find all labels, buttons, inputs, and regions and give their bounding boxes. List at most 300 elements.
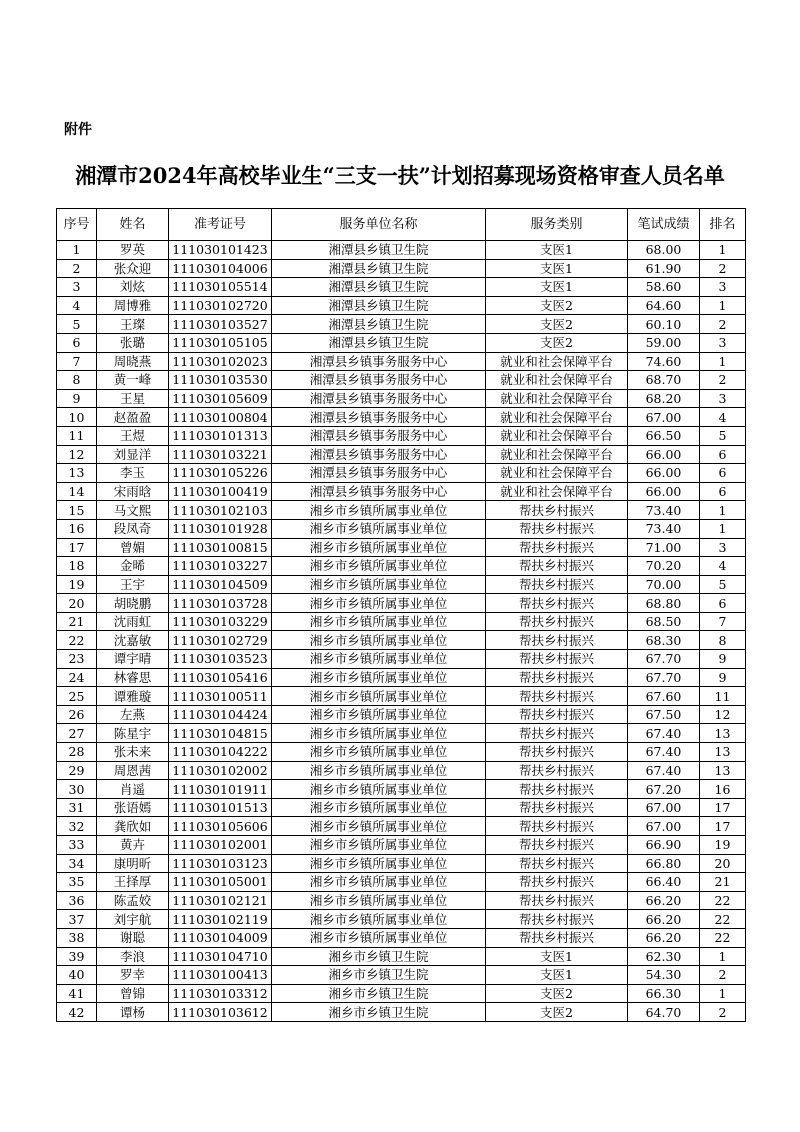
cell-score: 67.20	[628, 780, 700, 799]
table-row	[57, 259, 746, 278]
cell-rank: 1	[700, 241, 746, 260]
cell-service-unit: 湘乡市乡镇卫生院	[272, 947, 486, 966]
cell-service-type: 帮扶乡村振兴	[486, 501, 628, 520]
cell-score: 71.00	[628, 538, 700, 557]
cell-service-unit: 湘乡市乡镇所属事业单位	[272, 891, 486, 910]
cell-service-type: 帮扶乡村振兴	[486, 594, 628, 613]
cell-rank: 2	[700, 259, 746, 278]
cell-name: 龚欣如	[97, 817, 169, 836]
cell-name: 马文熙	[97, 501, 169, 520]
cell-rank: 7	[700, 612, 746, 631]
cell-score: 68.80	[628, 594, 700, 613]
table-row	[57, 1003, 746, 1022]
cell-rank: 8	[700, 631, 746, 650]
table-row	[57, 296, 746, 315]
cell-seq: 16	[57, 519, 97, 538]
cell-service-unit: 湘乡市乡镇所属事业单位	[272, 836, 486, 855]
cell-service-unit: 湘乡市乡镇所属事业单位	[272, 873, 486, 892]
cell-exam-id: 111030102001	[169, 836, 272, 855]
cell-name: 王星	[97, 389, 169, 408]
table-row	[57, 315, 746, 334]
cell-seq: 2	[57, 259, 97, 278]
column-header-service-type: 服务类别	[486, 209, 628, 241]
cell-exam-id: 111030103728	[169, 594, 272, 613]
table-row	[57, 557, 746, 576]
cell-service-unit: 湘乡市乡镇所属事业单位	[272, 557, 486, 576]
cell-rank: 3	[700, 278, 746, 297]
cell-exam-id: 111030103229	[169, 612, 272, 631]
cell-service-type: 就业和社会保障平台	[486, 482, 628, 501]
cell-seq: 7	[57, 352, 97, 371]
cell-score: 74.60	[628, 352, 700, 371]
cell-service-type: 支医2	[486, 984, 628, 1003]
cell-rank: 2	[700, 371, 746, 390]
cell-score: 66.20	[628, 910, 700, 929]
cell-name: 金晞	[97, 557, 169, 576]
cell-exam-id: 111030103221	[169, 445, 272, 464]
cell-service-unit: 湘乡市乡镇所属事业单位	[272, 817, 486, 836]
column-header-name: 姓名	[97, 209, 169, 241]
cell-seq: 20	[57, 594, 97, 613]
cell-service-type: 帮扶乡村振兴	[486, 798, 628, 817]
cell-rank: 20	[700, 854, 746, 873]
cell-name: 李浪	[97, 947, 169, 966]
cell-rank: 22	[700, 891, 746, 910]
cell-service-type: 帮扶乡村振兴	[486, 817, 628, 836]
cell-name: 陈孟姣	[97, 891, 169, 910]
cell-rank: 1	[700, 519, 746, 538]
table-row	[57, 278, 746, 297]
cell-service-type: 支医1	[486, 278, 628, 297]
cell-seq: 35	[57, 873, 97, 892]
table-row	[57, 352, 746, 371]
cell-name: 肖遥	[97, 780, 169, 799]
table-row	[57, 631, 746, 650]
cell-exam-id: 111030103612	[169, 1003, 272, 1022]
cell-exam-id: 111030104006	[169, 259, 272, 278]
cell-name: 段凤奇	[97, 519, 169, 538]
cell-name: 刘显洋	[97, 445, 169, 464]
cell-name: 刘炫	[97, 278, 169, 297]
cell-score: 66.00	[628, 482, 700, 501]
cell-seq: 41	[57, 984, 97, 1003]
cell-name: 张众迎	[97, 259, 169, 278]
cell-service-unit: 湘乡市乡镇所属事业单位	[272, 612, 486, 631]
cell-rank: 6	[700, 445, 746, 464]
cell-name: 王煜	[97, 426, 169, 445]
cell-name: 张璐	[97, 333, 169, 352]
cell-score: 67.40	[628, 743, 700, 762]
cell-seq: 29	[57, 761, 97, 780]
cell-seq: 37	[57, 910, 97, 929]
cell-score: 66.00	[628, 464, 700, 483]
cell-service-unit: 湘乡市乡镇所属事业单位	[272, 687, 486, 706]
cell-score: 68.00	[628, 241, 700, 260]
cell-name: 曾媚	[97, 538, 169, 557]
cell-service-unit: 湘潭县乡镇事务服务中心	[272, 389, 486, 408]
cell-service-type: 帮扶乡村振兴	[486, 910, 628, 929]
cell-rank: 9	[700, 650, 746, 669]
table-header-row	[57, 209, 746, 241]
cell-service-type: 帮扶乡村振兴	[486, 928, 628, 947]
cell-service-unit: 湘乡市乡镇所属事业单位	[272, 519, 486, 538]
cell-service-unit: 湘潭县乡镇卫生院	[272, 333, 486, 352]
cell-exam-id: 111030100511	[169, 687, 272, 706]
table-row	[57, 947, 746, 966]
cell-service-unit: 湘潭县乡镇卫生院	[272, 259, 486, 278]
cell-service-unit: 湘乡市乡镇卫生院	[272, 966, 486, 985]
table-row	[57, 408, 746, 427]
cell-service-type: 帮扶乡村振兴	[486, 836, 628, 855]
cell-score: 66.30	[628, 984, 700, 1003]
cell-rank: 2	[700, 1003, 746, 1022]
cell-service-type: 帮扶乡村振兴	[486, 612, 628, 631]
cell-exam-id: 111030104710	[169, 947, 272, 966]
cell-score: 66.00	[628, 445, 700, 464]
cell-name: 刘宇航	[97, 910, 169, 929]
table-row	[57, 650, 746, 669]
cell-rank: 6	[700, 464, 746, 483]
table-row	[57, 854, 746, 873]
cell-service-unit: 湘乡市乡镇所属事业单位	[272, 575, 486, 594]
cell-name: 黄一峰	[97, 371, 169, 390]
cell-service-unit: 湘潭县乡镇卫生院	[272, 278, 486, 297]
cell-exam-id: 111030102002	[169, 761, 272, 780]
table-row	[57, 389, 746, 408]
cell-name: 宋雨晗	[97, 482, 169, 501]
cell-score: 70.00	[628, 575, 700, 594]
cell-score: 54.30	[628, 966, 700, 985]
cell-seq: 8	[57, 371, 97, 390]
cell-seq: 33	[57, 836, 97, 855]
cell-rank: 4	[700, 557, 746, 576]
cell-service-unit: 湘乡市乡镇所属事业单位	[272, 798, 486, 817]
cell-seq: 11	[57, 426, 97, 445]
cell-service-unit: 湘潭县乡镇事务服务中心	[272, 445, 486, 464]
cell-exam-id: 111030105609	[169, 389, 272, 408]
table-row	[57, 891, 746, 910]
cell-seq: 10	[57, 408, 97, 427]
table-row	[57, 594, 746, 613]
table-row	[57, 724, 746, 743]
cell-name: 谭雅璇	[97, 687, 169, 706]
cell-rank: 13	[700, 724, 746, 743]
cell-score: 58.60	[628, 278, 700, 297]
cell-service-type: 支医2	[486, 1003, 628, 1022]
cell-exam-id: 111030105514	[169, 278, 272, 297]
cell-seq: 38	[57, 928, 97, 947]
cell-name: 谢聪	[97, 928, 169, 947]
cell-exam-id: 111030102121	[169, 891, 272, 910]
cell-service-type: 支医1	[486, 241, 628, 260]
cell-service-type: 就业和社会保障平台	[486, 352, 628, 371]
cell-name: 周恩茜	[97, 761, 169, 780]
cell-seq: 36	[57, 891, 97, 910]
cell-exam-id: 111030101313	[169, 426, 272, 445]
cell-exam-id: 111030105001	[169, 873, 272, 892]
cell-score: 66.20	[628, 928, 700, 947]
cell-service-unit: 湘潭县乡镇卫生院	[272, 315, 486, 334]
table-row	[57, 984, 746, 1003]
cell-exam-id: 111030100815	[169, 538, 272, 557]
table-row	[57, 910, 746, 929]
cell-rank: 3	[700, 333, 746, 352]
cell-seq: 3	[57, 278, 97, 297]
cell-service-unit: 湘潭县乡镇事务服务中心	[272, 482, 486, 501]
cell-score: 59.00	[628, 333, 700, 352]
cell-service-type: 帮扶乡村振兴	[486, 538, 628, 557]
cell-service-type: 帮扶乡村振兴	[486, 743, 628, 762]
cell-rank: 1	[700, 947, 746, 966]
cell-service-type: 就业和社会保障平台	[486, 464, 628, 483]
table-row	[57, 817, 746, 836]
cell-rank: 1	[700, 296, 746, 315]
cell-rank: 12	[700, 705, 746, 724]
table-body	[57, 241, 746, 1022]
table-row	[57, 966, 746, 985]
cell-service-unit: 湘潭县乡镇卫生院	[272, 241, 486, 260]
cell-exam-id: 111030100419	[169, 482, 272, 501]
column-header-seq: 序号	[57, 209, 97, 241]
attachment-label: 附件	[64, 122, 92, 138]
table-row	[57, 705, 746, 724]
cell-rank: 5	[700, 575, 746, 594]
table-row	[57, 575, 746, 594]
cell-name: 张语嫣	[97, 798, 169, 817]
cell-score: 73.40	[628, 519, 700, 538]
cell-seq: 12	[57, 445, 97, 464]
cell-service-type: 支医1	[486, 259, 628, 278]
cell-rank: 1	[700, 352, 746, 371]
cell-service-type: 就业和社会保障平台	[486, 445, 628, 464]
cell-seq: 31	[57, 798, 97, 817]
cell-rank: 3	[700, 389, 746, 408]
cell-service-unit: 湘乡市乡镇所属事业单位	[272, 910, 486, 929]
cell-exam-id: 111030102103	[169, 501, 272, 520]
column-header-exam-id: 准考证号	[169, 209, 272, 241]
cell-service-type: 就业和社会保障平台	[486, 426, 628, 445]
cell-seq: 30	[57, 780, 97, 799]
cell-score: 67.40	[628, 761, 700, 780]
cell-service-unit: 湘乡市乡镇所属事业单位	[272, 761, 486, 780]
cell-service-unit: 湘乡市乡镇所属事业单位	[272, 928, 486, 947]
cell-exam-id: 111030103227	[169, 557, 272, 576]
cell-rank: 17	[700, 817, 746, 836]
cell-name: 罗幸	[97, 966, 169, 985]
cell-rank: 1	[700, 501, 746, 520]
cell-rank: 22	[700, 928, 746, 947]
table-row	[57, 519, 746, 538]
cell-exam-id: 111030105105	[169, 333, 272, 352]
cell-seq: 4	[57, 296, 97, 315]
cell-seq: 23	[57, 650, 97, 669]
cell-service-type: 帮扶乡村振兴	[486, 854, 628, 873]
table-row	[57, 761, 746, 780]
cell-seq: 26	[57, 705, 97, 724]
cell-score: 73.40	[628, 501, 700, 520]
cell-seq: 22	[57, 631, 97, 650]
cell-service-unit: 湘乡市乡镇所属事业单位	[272, 724, 486, 743]
cell-service-type: 帮扶乡村振兴	[486, 705, 628, 724]
cell-name: 李玉	[97, 464, 169, 483]
table-row	[57, 426, 746, 445]
cell-service-type: 帮扶乡村振兴	[486, 668, 628, 687]
cell-service-type: 帮扶乡村振兴	[486, 873, 628, 892]
cell-exam-id: 111030104509	[169, 575, 272, 594]
cell-service-type: 帮扶乡村振兴	[486, 631, 628, 650]
cell-score: 68.20	[628, 389, 700, 408]
cell-seq: 9	[57, 389, 97, 408]
cell-exam-id: 111030101513	[169, 798, 272, 817]
cell-service-type: 帮扶乡村振兴	[486, 687, 628, 706]
cell-name: 谭宇晴	[97, 650, 169, 669]
cell-service-unit: 湘乡市乡镇卫生院	[272, 984, 486, 1003]
table-row	[57, 928, 746, 947]
column-header-service-unit: 服务单位名称	[272, 209, 486, 241]
cell-service-unit: 湘乡市乡镇所属事业单位	[272, 501, 486, 520]
cell-service-unit: 湘乡市乡镇所属事业单位	[272, 594, 486, 613]
cell-service-type: 支医2	[486, 315, 628, 334]
cell-score: 67.40	[628, 724, 700, 743]
cell-seq: 18	[57, 557, 97, 576]
document-title: 湘潭市2024年高校毕业生“三支一扶”计划招募现场资格审查人员名单	[75, 163, 725, 188]
cell-exam-id: 111030103523	[169, 650, 272, 669]
table-row	[57, 333, 746, 352]
cell-rank: 4	[700, 408, 746, 427]
cell-score: 66.50	[628, 426, 700, 445]
table-row	[57, 241, 746, 260]
cell-exam-id: 111030103123	[169, 854, 272, 873]
cell-service-unit: 湘乡市乡镇卫生院	[272, 1003, 486, 1022]
cell-name: 陈星宇	[97, 724, 169, 743]
cell-rank: 19	[700, 836, 746, 855]
cell-service-type: 支医2	[486, 333, 628, 352]
cell-service-type: 支医1	[486, 947, 628, 966]
cell-score: 67.00	[628, 408, 700, 427]
cell-name: 黄卉	[97, 836, 169, 855]
table-row	[57, 687, 746, 706]
cell-exam-id: 111030102720	[169, 296, 272, 315]
cell-name: 沈雨虹	[97, 612, 169, 631]
cell-rank: 3	[700, 538, 746, 557]
cell-service-unit: 湘乡市乡镇所属事业单位	[272, 538, 486, 557]
cell-score: 68.70	[628, 371, 700, 390]
cell-rank: 13	[700, 743, 746, 762]
cell-service-unit: 湘潭县乡镇事务服务中心	[272, 371, 486, 390]
cell-name: 周博雅	[97, 296, 169, 315]
cell-rank: 16	[700, 780, 746, 799]
table-row	[57, 836, 746, 855]
cell-name: 曾锦	[97, 984, 169, 1003]
table-row	[57, 445, 746, 464]
cell-score: 67.50	[628, 705, 700, 724]
cell-rank: 6	[700, 594, 746, 613]
cell-score: 67.60	[628, 687, 700, 706]
cell-seq: 39	[57, 947, 97, 966]
cell-name: 王宇	[97, 575, 169, 594]
cell-name: 沈嘉敏	[97, 631, 169, 650]
cell-service-type: 帮扶乡村振兴	[486, 519, 628, 538]
cell-exam-id: 111030101928	[169, 519, 272, 538]
cell-service-unit: 湘乡市乡镇所属事业单位	[272, 668, 486, 687]
cell-seq: 24	[57, 668, 97, 687]
cell-service-type: 就业和社会保障平台	[486, 408, 628, 427]
cell-rank: 22	[700, 910, 746, 929]
cell-seq: 34	[57, 854, 97, 873]
cell-seq: 17	[57, 538, 97, 557]
cell-rank: 1	[700, 984, 746, 1003]
cell-service-type: 支医2	[486, 296, 628, 315]
table-row	[57, 482, 746, 501]
cell-service-type: 帮扶乡村振兴	[486, 724, 628, 743]
cell-service-type: 帮扶乡村振兴	[486, 761, 628, 780]
cell-exam-id: 111030105226	[169, 464, 272, 483]
cell-score: 67.70	[628, 668, 700, 687]
cell-exam-id: 111030104815	[169, 724, 272, 743]
table-row	[57, 464, 746, 483]
cell-service-type: 就业和社会保障平台	[486, 371, 628, 390]
cell-rank: 2	[700, 315, 746, 334]
cell-service-type: 支医1	[486, 966, 628, 985]
candidate-table	[56, 208, 746, 1022]
cell-name: 张未来	[97, 743, 169, 762]
cell-exam-id: 111030100804	[169, 408, 272, 427]
cell-score: 68.50	[628, 612, 700, 631]
cell-seq: 14	[57, 482, 97, 501]
cell-seq: 19	[57, 575, 97, 594]
cell-score: 64.70	[628, 1003, 700, 1022]
cell-name: 谭杨	[97, 1003, 169, 1022]
cell-score: 67.00	[628, 798, 700, 817]
table-row	[57, 538, 746, 557]
cell-service-unit: 湘潭县乡镇卫生院	[272, 296, 486, 315]
table-row	[57, 780, 746, 799]
cell-score: 64.60	[628, 296, 700, 315]
table-row	[57, 501, 746, 520]
cell-rank: 6	[700, 482, 746, 501]
cell-score: 66.90	[628, 836, 700, 855]
column-header-rank: 排名	[700, 209, 746, 241]
cell-exam-id: 111030102729	[169, 631, 272, 650]
cell-exam-id: 111030102119	[169, 910, 272, 929]
cell-seq: 5	[57, 315, 97, 334]
cell-service-unit: 湘乡市乡镇所属事业单位	[272, 780, 486, 799]
cell-seq: 6	[57, 333, 97, 352]
cell-service-unit: 湘乡市乡镇所属事业单位	[272, 743, 486, 762]
cell-seq: 13	[57, 464, 97, 483]
cell-exam-id: 111030102023	[169, 352, 272, 371]
cell-exam-id: 111030101423	[169, 241, 272, 260]
cell-seq: 32	[57, 817, 97, 836]
cell-service-unit: 湘乡市乡镇所属事业单位	[272, 705, 486, 724]
cell-exam-id: 111030104222	[169, 743, 272, 762]
cell-score: 60.10	[628, 315, 700, 334]
cell-score: 66.80	[628, 854, 700, 873]
cell-service-type: 帮扶乡村振兴	[486, 557, 628, 576]
cell-name: 康明昕	[97, 854, 169, 873]
cell-exam-id: 111030101911	[169, 780, 272, 799]
cell-rank: 5	[700, 426, 746, 445]
cell-rank: 13	[700, 761, 746, 780]
cell-exam-id: 111030103312	[169, 984, 272, 1003]
cell-name: 周晓燕	[97, 352, 169, 371]
cell-seq: 15	[57, 501, 97, 520]
cell-name: 罗英	[97, 241, 169, 260]
cell-rank: 2	[700, 966, 746, 985]
cell-name: 赵盈盈	[97, 408, 169, 427]
cell-service-type: 帮扶乡村振兴	[486, 891, 628, 910]
cell-seq: 28	[57, 743, 97, 762]
